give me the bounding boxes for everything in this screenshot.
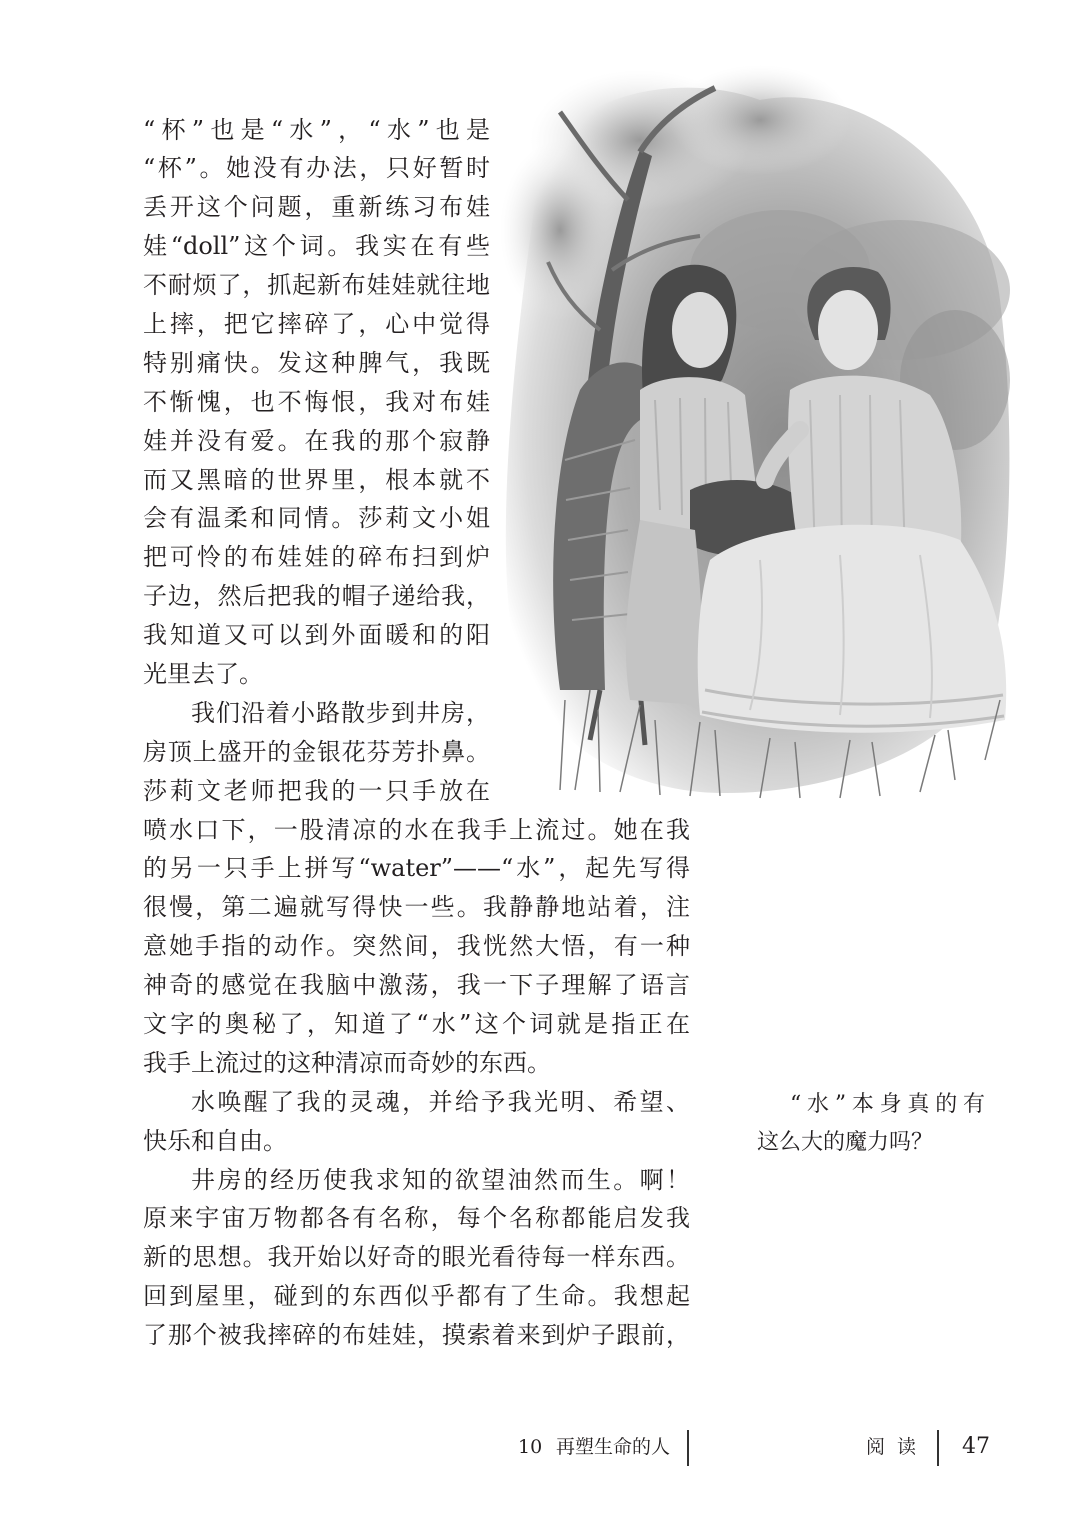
body-text-line: 回到屋里，碰到的东西似乎都有了生命。我想起 (143, 1282, 690, 1311)
body-text-line: 原来宇宙万物都各有名称，每个名称都能启发我 (143, 1204, 690, 1233)
body-text-line: 文字的奥秘了，知道了“水”这个词就是指正在 (143, 1009, 690, 1038)
footer-lesson-number: 10 (518, 1436, 543, 1458)
body-text-line: 会有温柔和同情。莎莉文小姐 (143, 504, 490, 533)
body-text-line: 很慢，第二遍就写得快一些。我静静地站着，注 (143, 893, 690, 922)
body-text-line: 光里去了。 (143, 659, 263, 688)
body-text-line: “杯”。她没有办法，只好暂时 (143, 154, 490, 183)
footer-section-label: 阅读 (866, 1436, 929, 1458)
body-text-line: 不耐烦了，抓起新布娃娃就往地 (143, 271, 490, 300)
body-text-line: 了那个被我摔碎的布娃娃，摸索着来到炉子跟前， (143, 1321, 690, 1350)
body-text-line: 娃并没有爱。在我的那个寂静 (143, 426, 490, 455)
footer-divider (687, 1430, 689, 1466)
body-text-line: 快乐和自由。 (143, 1126, 287, 1155)
body-text-line: 特别痛快。发这种脾气，我既 (143, 348, 490, 377)
body-text-line: 新的思想。我开始以好奇的眼光看待每一样东西。 (143, 1243, 690, 1272)
body-text-line: 而又黑暗的世界里，根本就不 (143, 465, 490, 494)
body-text-line: 井房的经历使我求知的欲望油然而生。啊！ (191, 1165, 690, 1194)
body-text-line: 房顶上盛开的金银花芬芳扑鼻。 (143, 737, 490, 766)
body-text-line: 的另一只手上拼写“water”——“水”，起先写得 (143, 854, 690, 883)
body-text-line: 我们沿着小路散步到井房， (191, 698, 490, 727)
body-text-line: 丢开这个问题，重新练习布娃 (143, 193, 490, 222)
body-text-line: 娃“doll”这个词。我实在有些 (143, 232, 490, 261)
body-text-line: 意她手指的动作。突然间，我恍然大悟，有一种 (143, 932, 690, 961)
body-text-line: 不惭愧，也不悔恨，我对布娃 (143, 387, 490, 416)
body-text-line: 把可怜的布娃娃的碎布扫到炉 (143, 543, 490, 572)
footer-lesson-title: 再塑生命的人 (556, 1436, 671, 1458)
body-text-line: 我知道又可以到外面暖和的阳 (143, 621, 490, 650)
side-note-line-2: 这么大的魔力吗？ (757, 1130, 934, 1155)
page-number: 47 (962, 1434, 990, 1459)
body-text-line: 莎莉文老师把我的一只手放在 (143, 776, 490, 805)
article-body (143, 111, 690, 1356)
body-text-line: 我手上流过的这种清凉而奇妙的东西。 (143, 1048, 551, 1077)
body-text-line: 子边，然后把我的帽子递给我， (143, 582, 490, 611)
footer-divider (937, 1430, 939, 1466)
body-text-line: 喷水口下，一股清凉的水在我手上流过。她在我 (143, 815, 690, 844)
body-text-line: 神奇的感觉在我脑中激荡，我一下子理解了语言 (143, 971, 690, 1000)
body-text-line: “杯”也是“水”，“水”也是 (143, 115, 490, 144)
body-text-line: 水唤醒了我的灵魂，并给予我光明、希望、 (191, 1087, 690, 1116)
side-note-line-1: “水”本身真的有 (790, 1092, 985, 1117)
body-text-line: 上摔，把它摔碎了，心中觉得 (143, 309, 490, 338)
